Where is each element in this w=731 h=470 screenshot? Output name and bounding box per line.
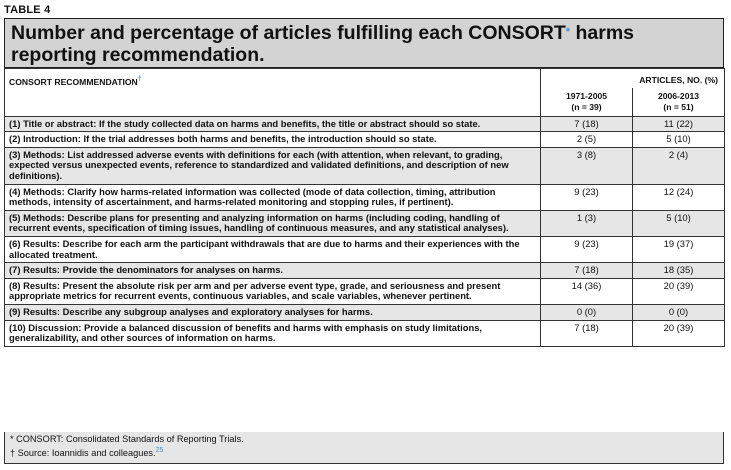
count-2006-2013: 18 (35) (633, 263, 725, 279)
recommendation-cell: (3) Methods: List addressed adverse events with definitions for each (with attention, when relevant, to grading, expected versus unexpected events, reference to standardized and validated definitions, and description of new definitions). (5, 147, 541, 184)
count-2006-2013: 20 (39) (633, 320, 725, 346)
table-title (4, 18, 724, 68)
table-row (5, 263, 725, 279)
count-2006-2013: 2 (4) (633, 147, 725, 184)
period1-n: (n = 39) (571, 101, 602, 112)
period2-n: (n = 51) (663, 101, 694, 112)
title-footnote-mark: * (565, 26, 571, 38)
recommendation-cell: (1) Title or abstract: If the study collected data on harms and benefits, the title or abstract should so state. (5, 116, 541, 132)
footnote-source (10, 445, 718, 459)
footnote-reference: 25 (155, 447, 164, 454)
count-1971-2005: 0 (0) (541, 304, 633, 320)
count-1971-2005: 2 (5) (541, 132, 633, 148)
header-recommendation (5, 69, 541, 117)
recommendation-cell: (2) Introduction: If the trial addresses both harms and benefits, the introduction should so state. (5, 132, 541, 148)
footnote-source-text: † Source: Ioannidis and colleagues. (10, 448, 156, 459)
count-1971-2005: 1 (3) (541, 210, 633, 236)
recommendation-cell: (9) Results: Describe any subgroup analyses and exploratory analyses for harms. (5, 304, 541, 320)
recommendation-cell: (8) Results: Present the absolute risk per arm and per adverse event type, grade, and seriousness and present appropriate metrics for recurrent events, continuous variables, and scale variables, whenever pertinent. (5, 278, 541, 304)
count-2006-2013: 5 (10) (633, 132, 725, 148)
recommendation-cell: (5) Methods: Describe plans for presenting and analyzing information on harms (including coding, handling of recurrent events, specification of timing issues, handling of continuous measures, and any statistical analyses). (5, 210, 541, 236)
count-1971-2005: 3 (8) (541, 147, 633, 184)
count-2006-2013: 12 (24) (633, 184, 725, 210)
footnote-consort: * CONSORT: Consolidated Standards of Reporting Trials. (10, 434, 244, 444)
count-1971-2005: 7 (18) (541, 116, 633, 132)
period1-label: 1971-2005 (565, 90, 608, 101)
recommendation-cell: (6) Results: Describe for each arm the participant withdrawals that are due to harms and their experiences with the allocated treatment. (5, 236, 541, 262)
consort-table (4, 68, 725, 347)
count-2006-2013: 0 (0) (633, 304, 725, 320)
count-2006-2013: 20 (39) (633, 278, 725, 304)
count-2006-2013: 5 (10) (633, 210, 725, 236)
count-1971-2005: 14 (36) (541, 278, 633, 304)
table-row (5, 320, 725, 346)
period2-label: 2006-2013 (657, 90, 700, 101)
count-1971-2005: 7 (18) (541, 263, 633, 279)
table-row (5, 236, 725, 262)
table-footnotes (4, 432, 724, 464)
recommendation-cell: (7) Results: Provide the denominators for analyses on harms. (5, 263, 541, 279)
table-label: TABLE 4 (4, 4, 51, 16)
table-row (5, 147, 725, 184)
header-articles: ARTICLES, NO. (%) (541, 69, 725, 88)
table-row (5, 184, 725, 210)
count-2006-2013: 11 (22) (633, 116, 725, 132)
count-1971-2005: 9 (23) (541, 236, 633, 262)
count-2006-2013: 19 (37) (633, 236, 725, 262)
table-row (5, 116, 725, 132)
table-row (5, 304, 725, 320)
count-1971-2005: 9 (23) (541, 184, 633, 210)
table-row (5, 210, 725, 236)
table-title-text: Number and percentage of articles fulfilling each CONSORT (11, 22, 566, 44)
header-recommendation-label: CONSORT RECOMMENDATION (9, 76, 138, 87)
table-row (5, 132, 725, 148)
header-recommendation-mark: † (137, 76, 142, 83)
header-period-1971-2005 (541, 88, 633, 117)
table-title-tail: harms reporting recommendation. (11, 22, 635, 66)
count-1971-2005: 7 (18) (541, 320, 633, 346)
header-period-2006-2013 (633, 88, 725, 117)
table-row (5, 278, 725, 304)
recommendation-cell: (4) Methods: Clarify how harms-related information was collected (mode of data collection, timing, attribution methods, intensity of ascertainment, and harms-related monitoring and stopping rules, if pertinent). (5, 184, 541, 210)
recommendation-cell: (10) Discussion: Provide a balanced discussion of benefits and harms with emphasis on study limitations, generalizability, and other sources of information on harms. (5, 320, 541, 346)
